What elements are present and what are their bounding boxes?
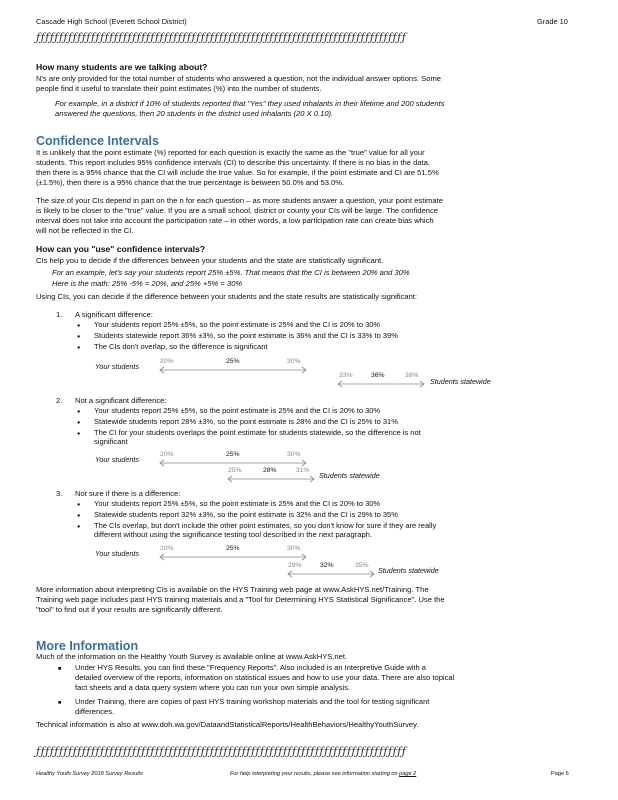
case-2-yours-label: Your students — [95, 455, 139, 464]
case-1-state-label: Students statewide — [430, 377, 491, 386]
case-2-yours-lo: 20% — [160, 451, 174, 458]
more-info-bullet-2-line-1: ■ Under Training, there are copies of past HYS training workshop materials and the tool for testing significant — [75, 697, 429, 707]
case-1-title: A significant difference: — [75, 310, 153, 319]
case-1-yours-lo: 20% — [160, 358, 174, 365]
top-separator: ƒƒƒƒƒƒƒƒƒƒƒƒƒƒƒƒƒƒƒƒƒƒƒƒƒƒƒƒƒƒƒƒƒƒƒƒƒƒƒƒƒƒƒƒƒƒƒƒƒƒƒƒƒƒƒƒƒƒƒƒƒƒƒƒƒƒƒƒƒƒƒƒƒƒƒƒƒƒƒƒƒ — [36, 31, 407, 44]
case-1-bullet-1: ● Your students report 25% ±5%, so the point estimate is 25% and the CI is 20% to 30% — [94, 320, 380, 330]
case-3-state-lo: 29% — [288, 562, 302, 569]
how-many-line-1: N's are only provided for the total number of students who answered a question, not the individual answer options. Some — [36, 74, 441, 83]
case-3-bullet-3: ● The CIs overlap, but don't include the other point estimates, so you don't know for sure if they are really — [94, 521, 436, 531]
case-2-state-lo: 25% — [228, 467, 242, 474]
case-1-yours-mid: 25% — [226, 358, 240, 365]
case-1-state-mid: 36% — [371, 372, 385, 379]
footer-left: Healthy Youth Survey 2018 Survey Results — [36, 771, 143, 777]
case-1-state-lo: 33% — [339, 372, 353, 379]
case-2-bullet-2: ● Statewide students report 28% ±3%, so the point estimate is 28% and the CI is 25% to 31% — [94, 417, 398, 427]
case-3-yours-lo: 20% — [160, 545, 174, 552]
case-1-bullet-2: ● Students statewide report 36% ±3%, so the point estimate is 36% and the CI is 33% to 39% — [94, 331, 398, 341]
more-info-intro: Much of the information on the Healthy Youth Survey is available online at www.AskHYS.net. — [36, 652, 348, 661]
case-2-yours-hi: 30% — [287, 451, 301, 458]
case-1-state-ci-arrow — [336, 380, 426, 388]
how-many-example-2: answered the questions, then 20 students in the district used inhalants (20 X 0.10). — [55, 109, 334, 118]
case-2-bullet-1: ● Your students report 25% ±5%, so the point estimate is 25% and the CI is 20% to 30% — [94, 406, 380, 416]
case-3-state-ci-arrow — [286, 570, 376, 578]
use-using: Using CIs, you can decide if the difference between your students and the state results are statistically significant: — [36, 292, 418, 301]
ci-p2-line-3: interval does not take into account the participation rate – in other words, a low participation rate can create bias which — [36, 216, 434, 225]
how-many-line-2: people find it useful to translate their point estimates (%) into the number of students. — [36, 84, 322, 93]
case-2-state-mid: 28% — [263, 467, 277, 474]
case-2-yours-ci-arrow — [158, 459, 308, 467]
footer-page-number: Page 6 — [551, 771, 569, 777]
more-info-bullet-1-line-3: fact sheets and a data query system where you can run your own simple analysis. — [75, 683, 351, 692]
case-1-yours-ci-arrow — [158, 366, 308, 374]
case-2-bullet-3-cont: significant — [94, 437, 128, 446]
case-3-state-hi: 35% — [355, 562, 369, 569]
case-1-bullet-3: ● The CIs don't overlap, so the difference is significant — [94, 342, 267, 352]
how-many-heading: How many students are we talking about? — [36, 62, 208, 72]
case-3-yours-ci-arrow — [158, 553, 308, 561]
more-info-bullet-1-line-1: ■ Under HYS Results, you can find these "Frequency Reports". Also included is an Interpretive Guide with a — [75, 663, 426, 673]
ci-p2-line-4: will not be reflected in the CI. — [36, 226, 134, 235]
ci-p1-line-2: students. This report includes 95% confidence intervals (CI) to describe this uncertainty. If there is no bias in the data, — [36, 158, 430, 167]
case-2-state-ci-arrow — [226, 475, 316, 483]
ci-heading: Confidence Intervals — [36, 134, 159, 148]
case-3-state-label: Students statewide — [378, 566, 439, 575]
ci-more-info-line-3: "tool" to find out if your results are significantly different. — [36, 605, 223, 614]
case-3-yours-mid: 25% — [226, 545, 240, 552]
case-3-title: Not sure if there is a difference: — [75, 489, 181, 498]
ci-p2-line-2: is likely to be closer to the "true" value. If you are a small school, district or county your CIs will be large. The confidence — [36, 206, 438, 215]
case-2-state-hi: 31% — [296, 467, 310, 474]
ci-more-info-line-2: Training web page includes past HYS training materials and a "Tool for Determining HYS Statistical Significance". Use the — [36, 595, 445, 604]
case-3-yours-hi: 30% — [287, 545, 301, 552]
ci-p1-line-1: It is unlikely that the point estimate (%) reported for each question is exactly the same as the "true" value for all your — [36, 148, 425, 157]
footer-help — [230, 771, 416, 777]
case-3-bullet-3-cont: different without using the significance testing tool described in the next paragraph. — [94, 530, 373, 539]
school-header: Cascade High School (Everett School District) — [36, 17, 187, 26]
case-3-state-mid: 32% — [320, 562, 334, 569]
more-info-bullet-2-line-2: differences. — [75, 707, 115, 716]
case-2-yours-mid: 25% — [226, 451, 240, 458]
case-2-number: 2. — [56, 396, 63, 405]
ci-more-info-line-1: More information about interpreting CIs is available on the HYS Training web page at www.AskHYS.net/Training. The — [36, 585, 429, 594]
how-many-example-1: For example, in a district if 10% of students reported that "Yes" they used inhalants in their lifetime and 200 students — [55, 99, 445, 108]
case-1-number: 1. — [56, 310, 63, 319]
use-example-1: For an example, let's say your students report 25% ±5%. That means that the CI is between 20% and 30% — [52, 268, 410, 277]
ci-p1-line-4: (±1.5%), then there is a 95% chance that the true percentage is between 50.0% and 53.0%. — [36, 178, 345, 187]
more-info-technical: Technical information is also at www.doh.wa.gov/DataandStatisticalReports/HealthBehaviors/HealthyYouthSurvey. — [36, 720, 419, 729]
use-example-2: Here is the math: 25% -5% = 20%, and 25% +5% = 30% — [52, 279, 243, 288]
case-3-number: 3. — [56, 489, 63, 498]
footer-help-text: For help interpreting your results, please see information starting on — [230, 771, 400, 777]
ci-p2-line-1: The size of your CIs depend in part on the n for each question – as more students answer a question, your point estimate — [36, 196, 443, 205]
bottom-separator: ƒƒƒƒƒƒƒƒƒƒƒƒƒƒƒƒƒƒƒƒƒƒƒƒƒƒƒƒƒƒƒƒƒƒƒƒƒƒƒƒƒƒƒƒƒƒƒƒƒƒƒƒƒƒƒƒƒƒƒƒƒƒƒƒƒƒƒƒƒƒƒƒƒƒƒƒƒƒƒƒƒ — [36, 745, 407, 758]
case-3-yours-label: Your students — [95, 549, 139, 558]
ci-p1-line-3: then there is a 95% chance that the CI will include the true value. So for example, if the point estimate and CI are 51.5% — [36, 168, 439, 177]
more-info-heading: More Information — [36, 639, 139, 653]
case-1-state-hi: 39% — [405, 372, 419, 379]
grade-label: Grade 10 — [537, 17, 568, 26]
case-2-title: Not a significant difference: — [75, 396, 167, 405]
more-info-bullet-1-line-2: detailed overview of the reports, information on statistical issues and how to use your data. There are also topical — [75, 673, 455, 682]
case-1-yours-label: Your students — [95, 362, 139, 371]
case-1-yours-hi: 30% — [287, 358, 301, 365]
use-intro: CIs help you to decide if the differences between your students and the state are statistically significant. — [36, 256, 384, 265]
case-2-bullet-3: ● The CI for your students overlaps the point estimate for students statewide, so the difference is not — [94, 428, 421, 438]
case-3-bullet-1: ● Your students report 25% ±5%, so the point estimate is 25% and the CI is 20% to 30% — [94, 499, 380, 509]
case-3-bullet-2: ● Statewide students report 32% ±3%, so the point estimate is 32% and the CI is 29% to 35% — [94, 510, 398, 520]
use-heading: How can you "use" confidence intervals? — [36, 244, 206, 254]
case-2-state-label: Students statewide — [319, 471, 380, 480]
footer-page-link[interactable]: page 2 — [399, 771, 417, 777]
